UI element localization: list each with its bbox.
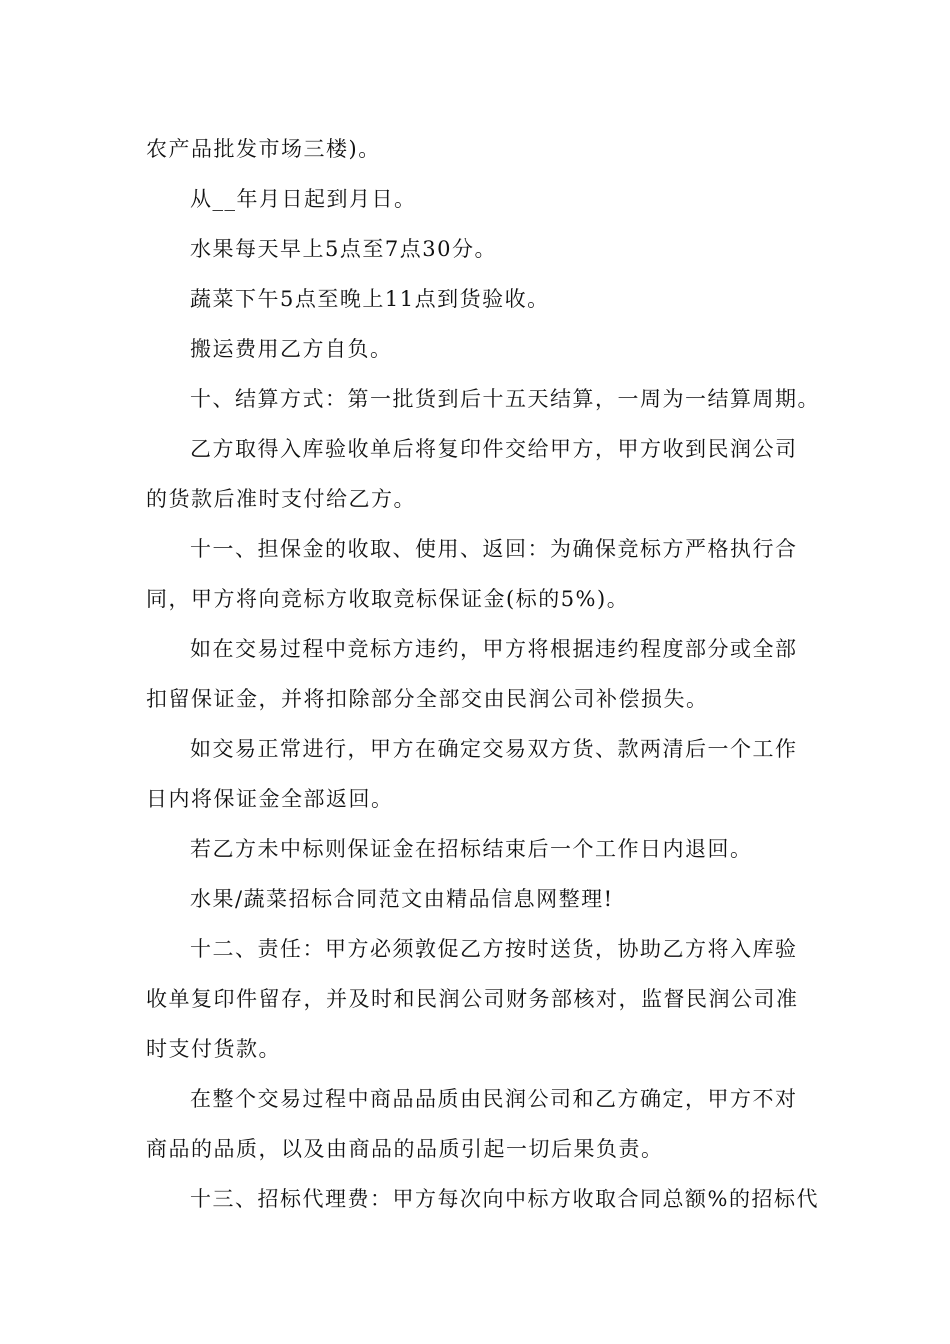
text-line: 的货款后准时支付给乙方。	[146, 487, 416, 511]
section-heading-10: 十、结算方式：第一批货到后十五天结算，一周为一结算周期。	[190, 387, 820, 411]
text-line: 若乙方未中标则保证金在招标结束后一个工作日内退回。	[190, 837, 753, 861]
text-line: 农产品批发市场三楼)。	[146, 137, 381, 161]
text-line: 同，甲方将向竞标方收取竞标保证金(标的5%)。	[146, 587, 630, 611]
section-heading-13: 十三、招标代理费：甲方每次向中标方收取合同总额%的招标代	[190, 1187, 819, 1211]
text-line: 蔬菜下午5点至晚上11点到货验收。	[190, 287, 550, 311]
text-line: 商品的品质，以及由商品的品质引起一切后果负责。	[146, 1137, 664, 1161]
text-line: 在整个交易过程中商品品质由民润公司和乙方确定，甲方不对	[190, 1087, 798, 1111]
text-line: 乙方取得入库验收单后将复印件交给甲方，甲方收到民润公司	[190, 437, 798, 461]
text-line: 水果每天早上5点至7点30分。	[190, 237, 497, 261]
text-line: 从__年月日起到月日。	[190, 187, 417, 211]
text-line: 搬运费用乙方自负。	[190, 337, 393, 361]
section-heading-12: 十二、责任：甲方必须敦促乙方按时送货，协助乙方将入库验	[190, 937, 798, 961]
document-body	[146, 124, 820, 1224]
text-line: 收单复印件留存，并及时和民润公司财务部核对，监督民润公司准	[146, 987, 799, 1011]
text-line: 水果/蔬菜招标合同范文由精品信息网整理!	[190, 887, 614, 911]
text-line: 时支付货款。	[146, 1037, 281, 1061]
text-line: 如交易正常进行，甲方在确定交易双方货、款两清后一个工作	[190, 737, 798, 761]
section-heading-11: 十一、担保金的收取、使用、返回：为确保竞标方严格执行合	[190, 537, 798, 561]
text-line: 如在交易过程中竞标方违约，甲方将根据违约程度部分或全部	[190, 637, 798, 661]
text-line: 日内将保证金全部返回。	[146, 787, 394, 811]
text-line: 扣留保证金，并将扣除部分全部交由民润公司补偿损失。	[146, 687, 709, 711]
